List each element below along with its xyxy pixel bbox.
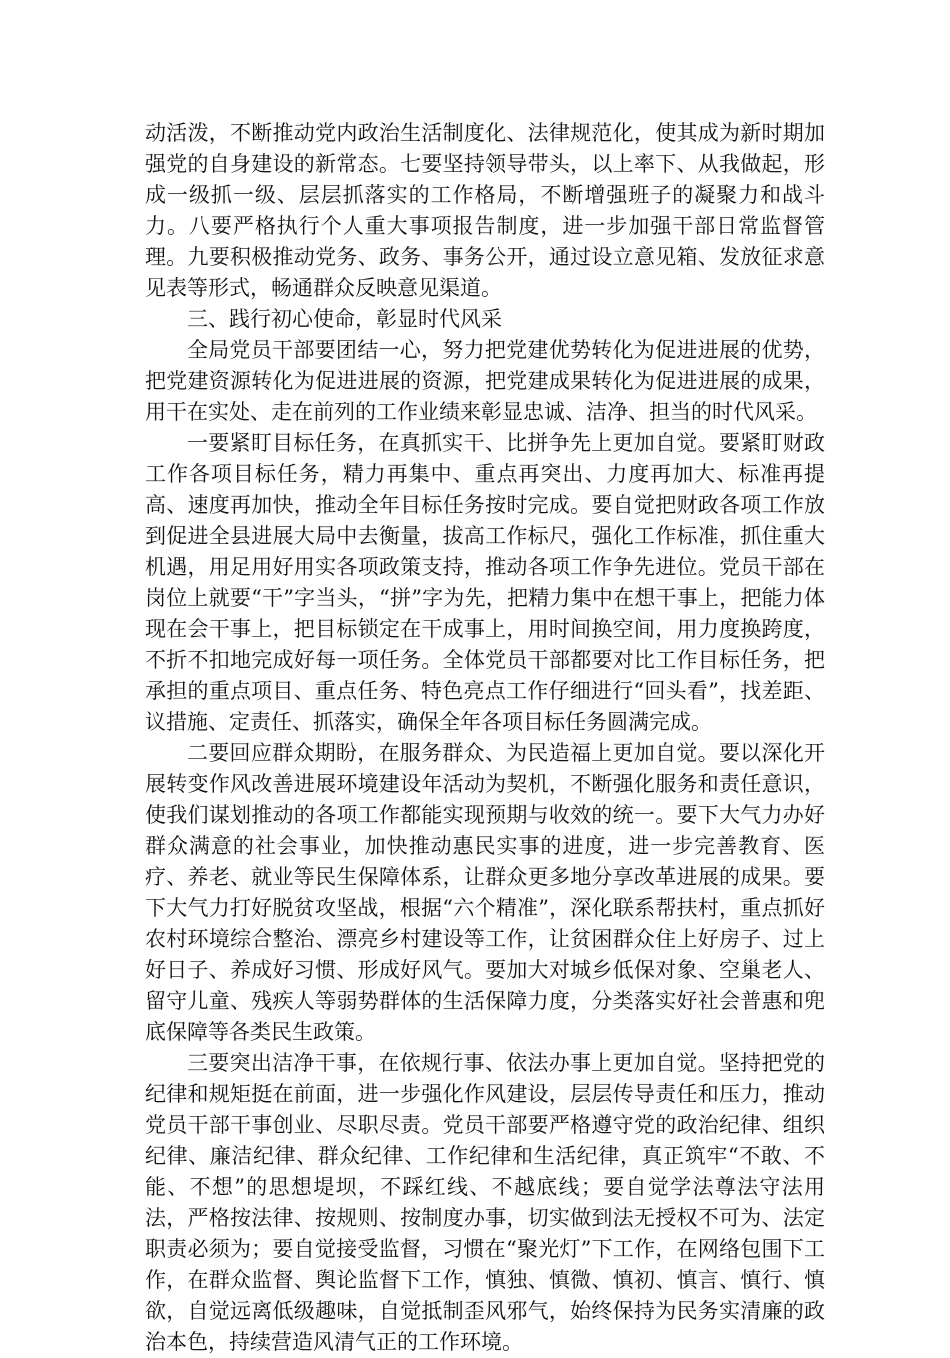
paragraph-point-three: 三要突出洁净干事，在依规行事、依法办事上更加自觉。坚持把党的纪律和规矩挺在前面，进一步强化作风建设，层层传导责任和压力，推动党员干部干事创业、尽职尽责。党员干部要严格遵守党的政治纪律、组织纪律、廉洁纪律、群众纪律、工作纪律和生活纪律，真正筑牢“不敢、不能、不想”的思想堤坝，不踩红线、不越底线；要自觉学法尊法守法用法，严格按法律、按规则、按制度办事，切实做到法无授权不可为、法定职责必须为；要自觉接受监督，习惯在“聚光灯”下工作，在网络包围下工作，在群众监督、舆论监督下工作，慎独、慎微、慎初、慎言、慎行、慎欲，自觉远离低级趣味，自觉抵制歪风邪气，始终保持为民务实清廉的政治本色，持续营造风清气正的工作环境。 [145, 1051, 825, 1354]
section-heading: 三、践行初心使命，彰显时代风采 [187, 307, 502, 331]
paragraph-intro: 全局党员干部要团结一心，努力把党建优势转化为促进进展的优势，把党建资源转化为促进进展的资源，把党建成果转化为促进进展的成果，用干在实处、走在前列的工作业绩来彰显忠诚、洁净、担当的时代风采。 [145, 338, 825, 424]
paragraph-point-two: 二要回应群众期盼，在服务群众、为民造福上更加自觉。要以深化开展转变作风改善进展环境建设年活动为契机，不断强化服务和责任意识，使我们谋划推动的各项工作都能实现预期与收效的统一。要下大气力办好群众满意的社会事业，加快推动惠民实事的进度，进一步完善教育、医疗、养老、就业等民生保障体系，让群众更多地分享改革进展的成果。要下大气力打好脱贫攻坚战，根据“六个精准”，深化联系帮扶村，重点抓好农村环境综合整治、漂亮乡村建设等工作，让贫困群众住上好房子、过上好日子、养成好习惯、形成好风气。要加大对城乡低保对象、空巢老人、留守儿童、残疾人等弱势群体的生活保障力度，分类落实好社会普惠和兜底保障等各类民生政策。 [145, 741, 825, 1044]
paragraph-point-one: 一要紧盯目标任务，在真抓实干、比拼争先上更加自觉。要紧盯财政工作各项目标任务，精力再集中、重点再突出、力度再加大、标准再提高、速度再加快，推动全年目标任务按时完成。要自觉把财政各项工作放到促进全县进展大局中去衡量，拔高工作标尺，强化工作标准，抓住重大机遇，用足用好用实各项政策支持，推动各项工作争先进位。党员干部在岗位上就要“干”字当头，“拼”字为先，把精力集中在想干事上，把能力体现在会干事上，把目标锁定在干成事上，用时间换空间，用力度换跨度，不折不扣地完成好每一项任务。全体党员干部都要对比工作目标任务，把承担的重点项目、重点任务、特色亮点工作仔细进行“回头看”，找差距、议措施、定责任、抓落实，确保全年各项目标任务圆满完成。 [145, 431, 825, 734]
paragraph-continuation: 动活泼，不断推动党内政治生活制度化、法律规范化，使其成为新时期加强党的自身建设的新常态。七要坚持领导带头，以上率下、从我做起，形成一级抓一级、层层抓落实的工作格局，不断增强班子的凝聚力和战斗力。八要严格执行个人重大事项报告制度，进一步加强干部日常监督管理。九要积极推动党务、政务、事务公开，通过设立意见箱、发放征求意见表等形式，畅通群众反映意见渠道。 [145, 121, 825, 300]
document-page [145, 118, 825, 1358]
